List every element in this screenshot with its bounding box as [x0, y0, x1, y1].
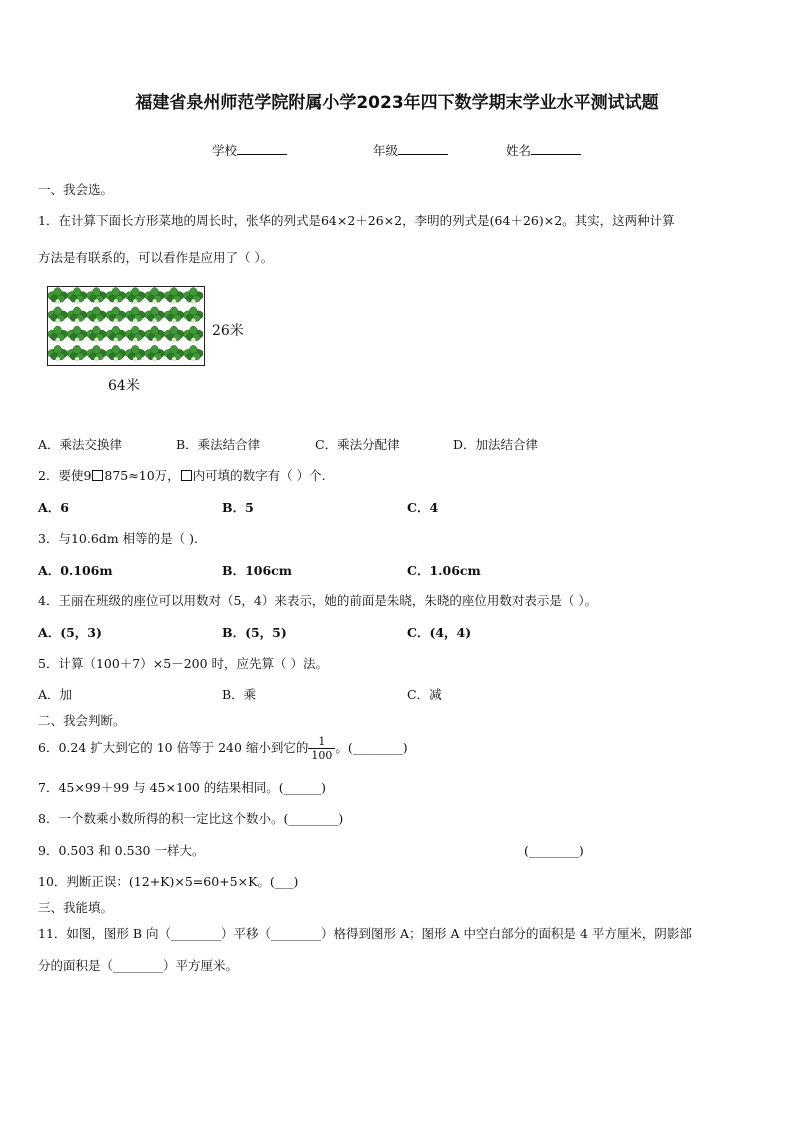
- fraction: [308, 735, 335, 762]
- q5-text: 5．计算（100＋7）×5－200 时，应先算（ ）法。: [38, 656, 328, 671]
- q9-blank[interactable]: (________): [524, 843, 584, 858]
- cabbage-grid-icon: [48, 287, 203, 364]
- cabbage-icon: [183, 326, 203, 343]
- cabbage-icon: [145, 288, 165, 305]
- q5-option-a[interactable]: A．加: [38, 687, 73, 702]
- q6-text-a: 6．0.24 扩大到它的 10 倍等于 240 缩小到它的: [38, 740, 309, 755]
- q2-text-a: 2．要使9: [38, 468, 92, 483]
- section1-heading: 一、我会选。: [38, 182, 114, 197]
- cabbage-icon: [164, 326, 184, 343]
- name-field[interactable]: [506, 141, 581, 159]
- cabbage-icon: [164, 345, 184, 362]
- cabbage-icon: [86, 326, 106, 343]
- q1-expr1: 64×2＋26×2: [320, 213, 403, 228]
- cabbage-icon: [67, 307, 87, 324]
- name-blank[interactable]: [531, 143, 581, 155]
- box-icon: [92, 470, 103, 481]
- q6-text-b[interactable]: 。(________): [335, 740, 408, 755]
- q1-option-c[interactable]: C．乘法分配律: [315, 437, 400, 452]
- q11-line1: 11．如图，图形 B 向（________）平移（________）格得到图形 A；图形 A 中空白部分的面积是 4 平方厘米，阴影部: [38, 926, 692, 941]
- grade-blank[interactable]: [398, 143, 448, 155]
- cabbage-icon: [106, 345, 126, 362]
- cabbage-icon: [125, 326, 145, 343]
- q11-line2: 分的面积是（________）平方厘米。: [38, 958, 239, 973]
- q1-line2: 方法是有联系的，可以看作是应用了（ ）。: [38, 250, 274, 265]
- cabbage-icon: [145, 345, 165, 362]
- q2-text: [38, 467, 326, 485]
- q3-option-c[interactable]: C．1.06cm: [407, 563, 481, 578]
- q2-option-c[interactable]: C．4: [407, 500, 439, 515]
- fraction-denominator: 100: [311, 749, 333, 762]
- q1-expr2: (64＋26)×2: [489, 213, 563, 228]
- cabbage-icon: [67, 288, 87, 305]
- cabbage-icon: [106, 326, 126, 343]
- q3-option-b[interactable]: B．106cm: [222, 563, 292, 578]
- page-title: 福建省泉州师范学院附属小学2023年四下数学期末学业水平测试试题: [135, 93, 659, 113]
- q2-option-b[interactable]: B．5: [222, 500, 254, 515]
- fraction-numerator: 1: [308, 735, 335, 749]
- cabbage-icon: [48, 288, 68, 305]
- q4-option-b[interactable]: B．(5，5): [222, 625, 287, 640]
- q1-option-b[interactable]: B．乘法结合律: [176, 437, 261, 452]
- cabbage-icon: [106, 307, 126, 324]
- q1-option-a[interactable]: A．乘法交换律: [38, 437, 123, 452]
- cabbage-icon: [48, 307, 68, 324]
- q10-text: 10．判断正误：(12+K)×5=60+5×K。(___): [38, 874, 299, 889]
- cabbage-icon: [183, 288, 203, 305]
- q1-text-b: ，李明的列式是: [402, 213, 490, 228]
- q9-text: 9．0.503 和 0.530 一样大。: [38, 843, 205, 858]
- q4-option-a[interactable]: A．(5，3): [38, 625, 102, 640]
- cabbage-icon: [48, 326, 68, 343]
- cabbage-icon: [48, 345, 68, 362]
- q1-text-a: 1．在计算下面长方形菜地的周长时，张华的列式是: [38, 213, 321, 228]
- q3-option-a[interactable]: A．0.106m: [38, 563, 113, 578]
- cabbage-icon: [86, 345, 106, 362]
- q2-text-c: 内可填的数字有（ ）个.: [192, 468, 326, 483]
- q1-line1: [38, 212, 675, 230]
- q5-option-c[interactable]: C．减: [407, 687, 442, 702]
- q8-text: 8．一个数乘小数所得的积一定比这个数小。(________): [38, 811, 344, 826]
- cabbage-icon: [183, 307, 203, 324]
- school-blank[interactable]: [237, 143, 287, 155]
- cabbage-icon: [67, 326, 87, 343]
- q7-text: 7．45×99＋99 与 45×100 的结果相同。(______): [38, 780, 327, 795]
- grade-field[interactable]: [373, 141, 448, 159]
- cabbage-icon: [125, 288, 145, 305]
- q6-text: [38, 735, 408, 762]
- width-label: 64米: [108, 378, 140, 394]
- q1-text-c: 。其实，这两种计算: [562, 213, 675, 228]
- cabbage-icon: [145, 326, 165, 343]
- name-label: 姓名: [506, 143, 532, 158]
- cabbage-icon: [183, 345, 203, 362]
- cabbage-icon: [164, 307, 184, 324]
- q1-option-d[interactable]: D．加法结合律: [453, 437, 539, 452]
- cabbage-icon: [86, 307, 106, 324]
- cabbage-icon: [145, 307, 165, 324]
- q4-text: 4．王丽在班级的座位可以用数对（5，4）来表示，她的前面是朱晓，朱晓的座位用数对表示是（ ）。: [38, 593, 598, 608]
- q2-text-b: 875≈10万，: [104, 468, 180, 483]
- school-field[interactable]: [212, 141, 287, 159]
- cabbage-icon: [67, 345, 87, 362]
- cabbage-icon: [125, 345, 145, 362]
- q4-option-c[interactable]: C．(4，4): [407, 625, 472, 640]
- section2-heading: 二、我会判断。: [38, 713, 126, 728]
- section3-heading: 三、我能填。: [38, 900, 114, 915]
- box-icon: [181, 470, 192, 481]
- q5-option-b[interactable]: B．乘: [222, 687, 257, 702]
- q2-option-a[interactable]: A．6: [38, 500, 69, 515]
- cabbage-icon: [86, 288, 106, 305]
- school-label: 学校: [212, 143, 238, 158]
- vegetable-garden-figure: [47, 286, 205, 366]
- q3-text: 3．与10.6dm 相等的是（ ).: [38, 531, 198, 546]
- cabbage-icon: [164, 288, 184, 305]
- cabbage-icon: [125, 307, 145, 324]
- height-label: 26米: [212, 323, 244, 339]
- grade-label: 年级: [373, 143, 399, 158]
- cabbage-icon: [106, 288, 126, 305]
